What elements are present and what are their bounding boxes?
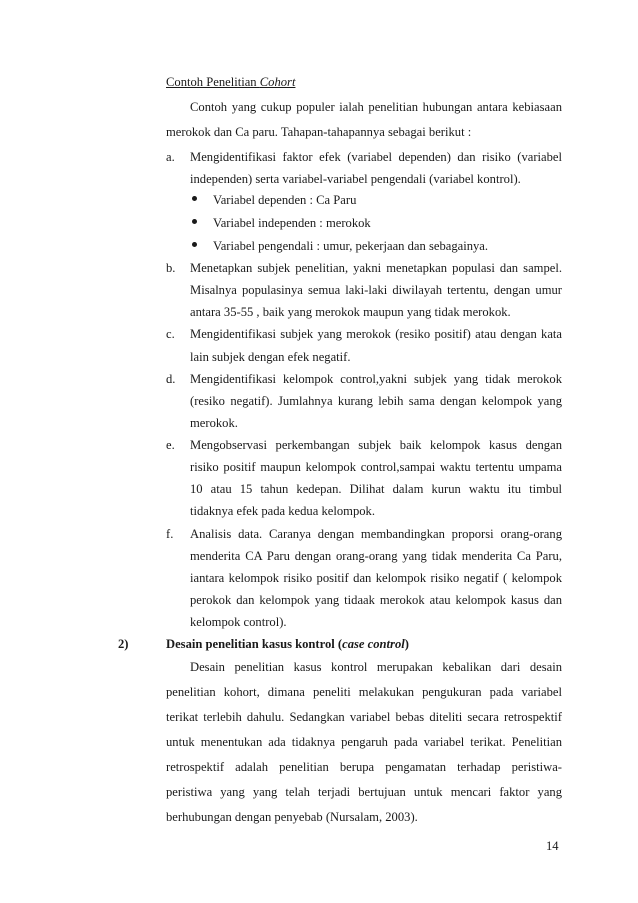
list-item-f-line-3: iantara kelompok risiko positif dan kelompok risiko negatif ( kelompok <box>190 571 562 585</box>
case-control-para-line-1: Desain penelitian kasus kontrol merupakan kebalikan dari desain <box>190 660 562 674</box>
list-marker-d: d. <box>166 372 176 386</box>
list-marker-b: b. <box>166 261 176 275</box>
bullet-item-control: Variabel pengendali : umur, pekerjaan dan sebagainya. <box>213 239 489 253</box>
bullet-icon <box>192 242 197 247</box>
cohort-intro-line-1: Contoh yang cukup populer ialah penelitian hubungan antara kebiasaan <box>190 100 562 114</box>
list-item-d-line-3: merokok. <box>190 416 238 430</box>
case-control-para-line-2: penelitian kohort, dimana peneliti melakukan pengukuran pada variabel <box>166 685 562 699</box>
cohort-intro-line-2: merokok dan Ca paru. Tahapan-tahapannya sebagai berikut : <box>166 125 472 139</box>
list-item-b-line-1: Menetapkan subjek penelitian, yakni menetapkan populasi dan sampel. <box>190 261 562 275</box>
bullet-item-dependent: Variabel dependen : Ca Paru <box>213 193 357 207</box>
section-title-italic: case control <box>342 637 405 651</box>
page-number: 14 <box>546 839 559 853</box>
cohort-heading-italic: Cohort <box>259 75 296 89</box>
list-item-d-line-1: Mengidentifikasi kelompok control,yakni subjek yang tidak merokok <box>190 372 562 386</box>
list-item-c-line-2: lain subjek dengan efek negatif. <box>190 350 351 364</box>
list-item-d-line-2: (resiko negatif). Jumlahnya kurang lebih sama dengan kelompok yang <box>190 394 562 408</box>
list-item-a-line-1: Mengidentifikasi faktor efek (variabel dependen) dan risiko (variabel <box>190 150 562 164</box>
case-control-para-line-7: berhubungan dengan penyebab (Nursalam, 2003). <box>166 810 418 824</box>
case-control-para-line-4: untuk menentukan ada tidaknya pengaruh pada variabel terikat. Penelitian <box>166 735 562 749</box>
list-item-b-line-2: Misalnya populasinya semua laki-laki diwilayah tertentu, dengan umur <box>190 283 562 297</box>
case-control-para-line-5: retrospektif adalah penelitian berupa pengamatan terhadap peristiwa- <box>166 760 562 774</box>
section-title <box>166 638 409 651</box>
list-marker-c: c. <box>166 327 175 341</box>
list-item-f-line-2: menderita CA Paru dengan orang-orang yang tidak menderita Ca Paru, <box>190 549 562 563</box>
list-item-e-line-4: tidaknya efek pada kedua kelompok. <box>190 504 375 518</box>
bullet-item-independent: Variabel independen : merokok <box>213 216 371 230</box>
section-title-prefix: Desain penelitian kasus kontrol ( <box>166 637 343 651</box>
list-marker-f: f. <box>166 527 174 541</box>
list-item-e-line-3: 10 atau 15 tahun kedepan. Dilihat dalam kurun waktu itu timbul <box>190 482 562 496</box>
list-marker-e: e. <box>166 438 175 452</box>
list-item-e-line-1: Mengobservasi perkembangan subjek baik kelompok kasus dengan <box>190 438 562 452</box>
bullet-icon <box>192 196 197 201</box>
list-item-f-line-1: Analisis data. Caranya dengan membandingkan proporsi orang-orang <box>190 527 562 541</box>
cohort-heading <box>166 76 295 89</box>
list-item-c-line-1: Mengidentifikasi subjek yang merokok (resiko positif) atau dengan kata <box>190 327 562 341</box>
list-item-e-line-2: risiko positif maupun kelompok control,sampai waktu tertentu umpama <box>190 460 562 474</box>
case-control-para-line-6: peristiwa yang yang telah terjadi bertujuan untuk mencari faktor yang <box>166 785 562 799</box>
case-control-para-line-3: terikat terlebih dahulu. Sedangkan variabel bebas diteliti secara retrospektif <box>166 710 562 724</box>
cohort-heading-prefix: Contoh Penelitian <box>166 75 260 89</box>
list-item-f-line-4: perokok dan kelompok yang tidaak merokok atau kelompok kasus dan <box>190 593 562 607</box>
section-number: 2) <box>118 637 129 651</box>
list-item-b-line-3: antara 35-55 , baik yang merokok maupun yang tidak merokok. <box>190 305 511 319</box>
bullet-icon <box>192 219 197 224</box>
list-item-a-line-2: independen) serta variabel-variabel pengendali (variabel kontrol). <box>190 172 521 186</box>
list-marker-a: a. <box>166 150 175 164</box>
section-title-suffix: ) <box>404 637 409 651</box>
list-item-f-line-5: kelompok control). <box>190 615 287 629</box>
